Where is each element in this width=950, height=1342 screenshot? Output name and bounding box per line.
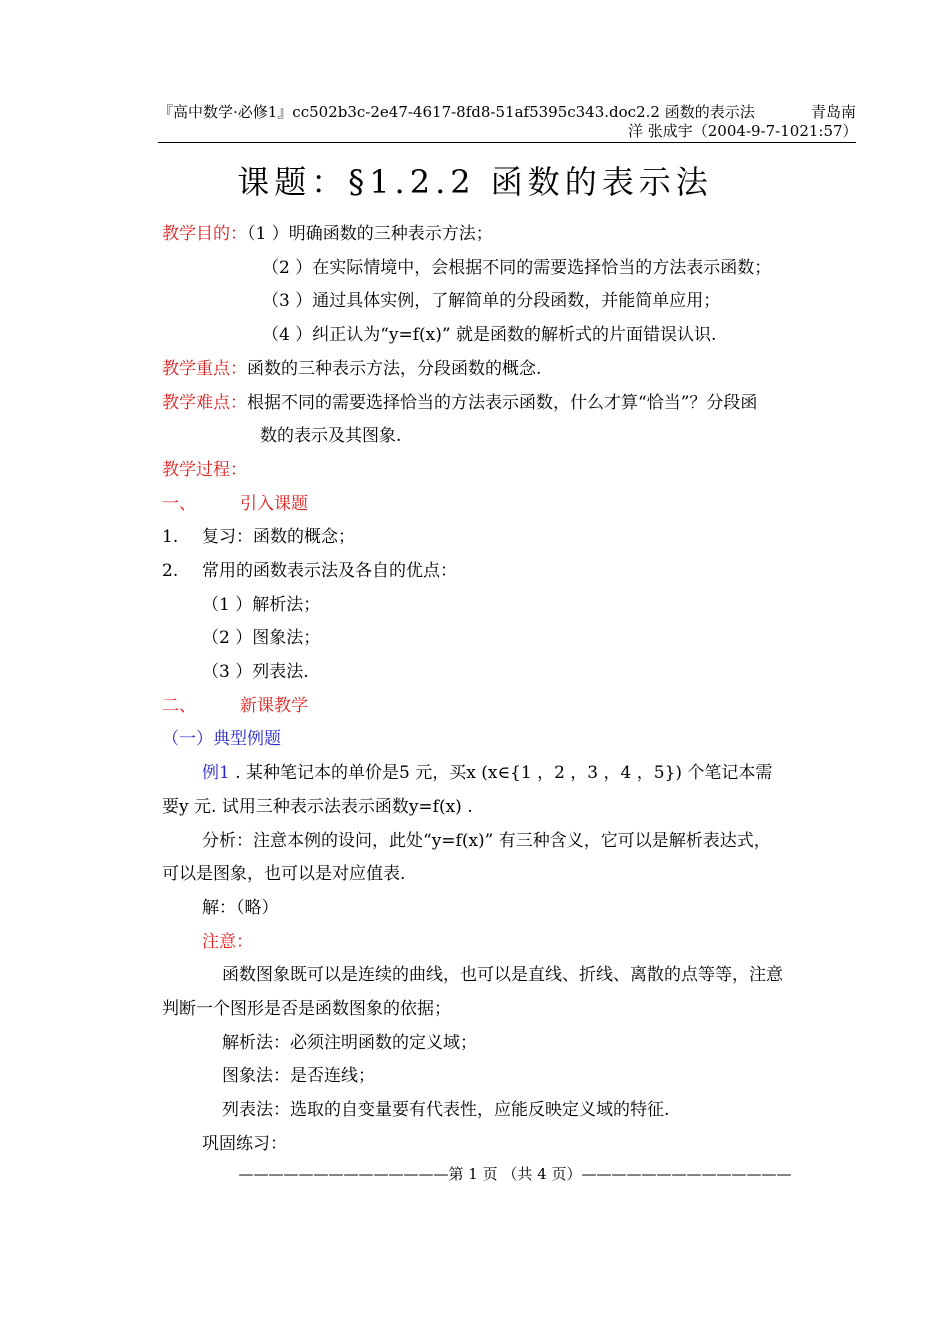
tip-item: 图象法：是否连线； [222,1066,375,1086]
objective-item: （3 ）通过具体实例，了解简单的分段函数，并能简单应用； [262,291,721,311]
list-item: 复习：函数的概念； [202,527,355,547]
method-item: （3 ）列表法. [202,662,309,682]
note-text-continued: 判断一个图形是否是函数图象的依据； [162,999,451,1019]
tip-item: 解析法：必须注明函数的定义域； [222,1033,477,1053]
difficulties-text: 根据不同的需要选择恰当的方法表示函数，什么才算“恰当”？分段函 [247,393,758,413]
header-second-line: 洋 张成宇（2004-9-7-1021:57） [628,122,858,140]
method-item: （2 ）图象法； [202,628,321,648]
example-row [202,761,772,785]
process-label: 教学过程： [162,460,247,480]
section-1-title: 引入课题 [240,494,308,514]
header-left-text: 『高中数学·必修1』cc502b3c-2e47-4617-8fd8-51af5395c343.doc2.2 函数的表示法 [158,103,755,121]
analysis-text: 分析：注意本例的设问，此处“y=f(x)” 有三种含义，它可以是解析表达式， [202,831,771,851]
section-2-number: 二、 [162,696,196,716]
method-item: （1 ）解析法； [202,595,321,615]
note-text: 函数图象既可以是连续的曲线，也可以是直线、折线、离散的点等等，注意 [222,965,783,985]
list-item-number: 1. [162,527,179,547]
objective-item: （1 ）明确函数的三种表示方法； [247,224,493,244]
header-divider [158,142,856,143]
key-points-row [162,357,541,381]
subsection-title: （一）典型例题 [162,729,281,749]
list-item-number: 2. [162,561,179,581]
note-label: 注意： [202,932,253,952]
section-2-title: 新课教学 [240,696,308,716]
tip-item: 列表法：选取的自变量要有代表性，应能反映定义域的特征. [222,1100,670,1120]
difficulties-row [162,391,757,415]
key-points-label: 教学重点： [162,359,247,379]
difficulties-label: 教学难点： [162,393,247,413]
objective-item: （4 ）纠正认为“y=f(x)” 就是函数的解析式的片面错误认识. [262,325,717,345]
exercise-label: 巩固练习： [202,1134,287,1154]
example-text-continued: 要y 元. 试用三种表示法表示函数y=f(x) . [162,797,473,817]
analysis-text-continued: 可以是图象，也可以是对应值表. [162,864,406,884]
page-footer: ——————————————第 1 页 （共 4 页）—————————————— [238,1165,792,1183]
key-points-text: 函数的三种表示方法，分段函数的概念. [247,359,542,379]
list-item: 常用的函数表示法及各自的优点： [202,561,457,581]
difficulties-text-continued: 数的表示及其图象. [260,426,402,446]
example-label: 例1 [202,763,230,783]
solution-text: 解：（略） [202,898,279,918]
page-header [158,103,856,141]
objectives-label: 教学目的： [162,224,247,244]
section-1-number: 一、 [162,494,196,514]
objective-item: （2 ）在实际情境中，会根据不同的需要选择恰当的方法表示函数； [262,258,772,278]
page-title: 课题：§1.2.2 函数的表示法 [237,163,713,201]
objectives-row-1 [162,222,493,246]
header-right-text: 青岛南 [810,103,856,121]
example-text: . 某种笔记本的单价是5 元，买x (x∈{1 ，2 ，3 ，4 ，5}) 个笔记本需 [229,763,773,783]
